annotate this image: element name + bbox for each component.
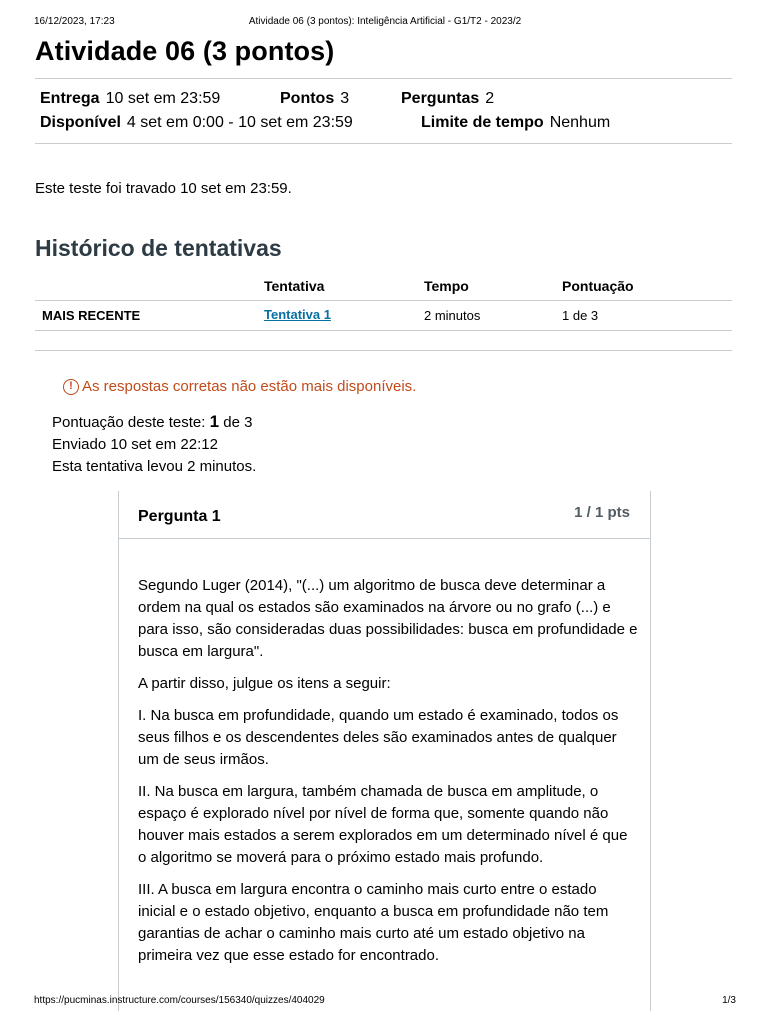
score-value: 1 [209,412,220,431]
warning-text: As respostas corretas não estão mais disponíveis. [82,378,417,395]
divider [35,143,732,144]
availability [40,114,353,132]
question-paragraph: Segundo Luger (2014), "(...) um algoritmo de busca deve determinar a ordem na qual os estados são examinados na árvore ou no grafo (...) e para isso, são consideradas duas possibilidades: busca em profundidade e busca em largura". [138,577,638,660]
question-paragraph: A partir disso, julgue os itens a seguir: [138,675,391,692]
score-suffix: de 3 [223,414,253,431]
points [280,90,349,108]
time-limit-label: Limite de tempo [421,114,544,131]
question-card [118,491,651,1011]
score-summary [52,411,256,478]
question-paragraph: III. A busca em largura encontra o caminho mais curto entre o estado inicial e o estado objetivo, enquanto a busca em profundidade não tem garantias de achar o caminho mais curto até um estado objetivo na primeira vez que esse estado for encontrado. [138,881,609,964]
divider [35,350,732,351]
question-title: Pergunta 1 [138,508,221,525]
question-paragraph: II. Na busca em largura, também chamada de busca em amplitude, o espaço é explorado nível por nível de forma que, somente quando não houver mais estados a serem explorados em um determinado nível é que o algoritmo se moverá para o próximo estado mais profundo. [138,783,628,866]
print-header [34,16,736,30]
most-recent-label: MAIS RECENTE [42,308,141,323]
attempt-time: 2 minutos [424,308,481,323]
history-header-row [35,271,732,301]
column-header-time: Tempo [424,278,469,294]
column-header-score: Pontuação [562,278,634,294]
questions-label: Perguntas [401,90,480,107]
duration-line: Esta tentativa levou 2 minutos. [52,458,257,475]
history-table [35,271,732,331]
warning-icon: ! [63,379,79,395]
available-value: 4 set em 0:00 - 10 set em 23:59 [126,114,353,131]
print-footer [34,995,736,1009]
answers-unavailable-warning [63,378,416,395]
question-text [138,575,638,977]
table-row [35,301,732,331]
submitted-line: Enviado 10 set em 22:12 [52,436,218,453]
points-value: 3 [340,90,350,107]
print-datetime: 16/12/2023, 17:23 [34,16,115,27]
points-label: Pontos [280,90,335,107]
due-value: 10 set em 23:59 [105,90,221,107]
locked-notice: Este teste foi travado 10 set em 23:59. [35,180,292,197]
attempt-link[interactable]: Tentativa 1 [264,307,331,322]
print-url: https://pucminas.instructure.com/courses/156340/quizzes/404029 [34,995,325,1006]
page-title: Atividade 06 (3 pontos) [35,36,335,66]
time-limit [421,114,610,132]
time-limit-value: Nenhum [549,114,611,131]
score-line [52,411,256,434]
divider [35,78,732,79]
questions-value: 2 [485,90,495,107]
attempt-score: 1 de 3 [562,308,599,323]
column-header-attempt: Tentativa [264,278,325,294]
question-header [119,491,650,539]
score-prefix: Pontuação deste teste: [52,414,206,431]
print-doc-title: Atividade 06 (3 pontos): Inteligência Artificial - G1/T2 - 2023/2 [248,16,522,27]
question-paragraph: I. Na busca em profundidade, quando um estado é examinado, todos os seus filhos e os descendentes deles são examinados antes de qualquer um de seus irmãos. [138,707,619,768]
due-date [40,90,220,108]
available-label: Disponível [40,114,121,131]
questions-count [401,90,494,108]
print-page-number: 1/3 [722,995,736,1006]
question-points: 1 / 1 pts [574,504,630,521]
history-title: Histórico de tentativas [35,235,282,261]
due-label: Entrega [40,90,100,107]
